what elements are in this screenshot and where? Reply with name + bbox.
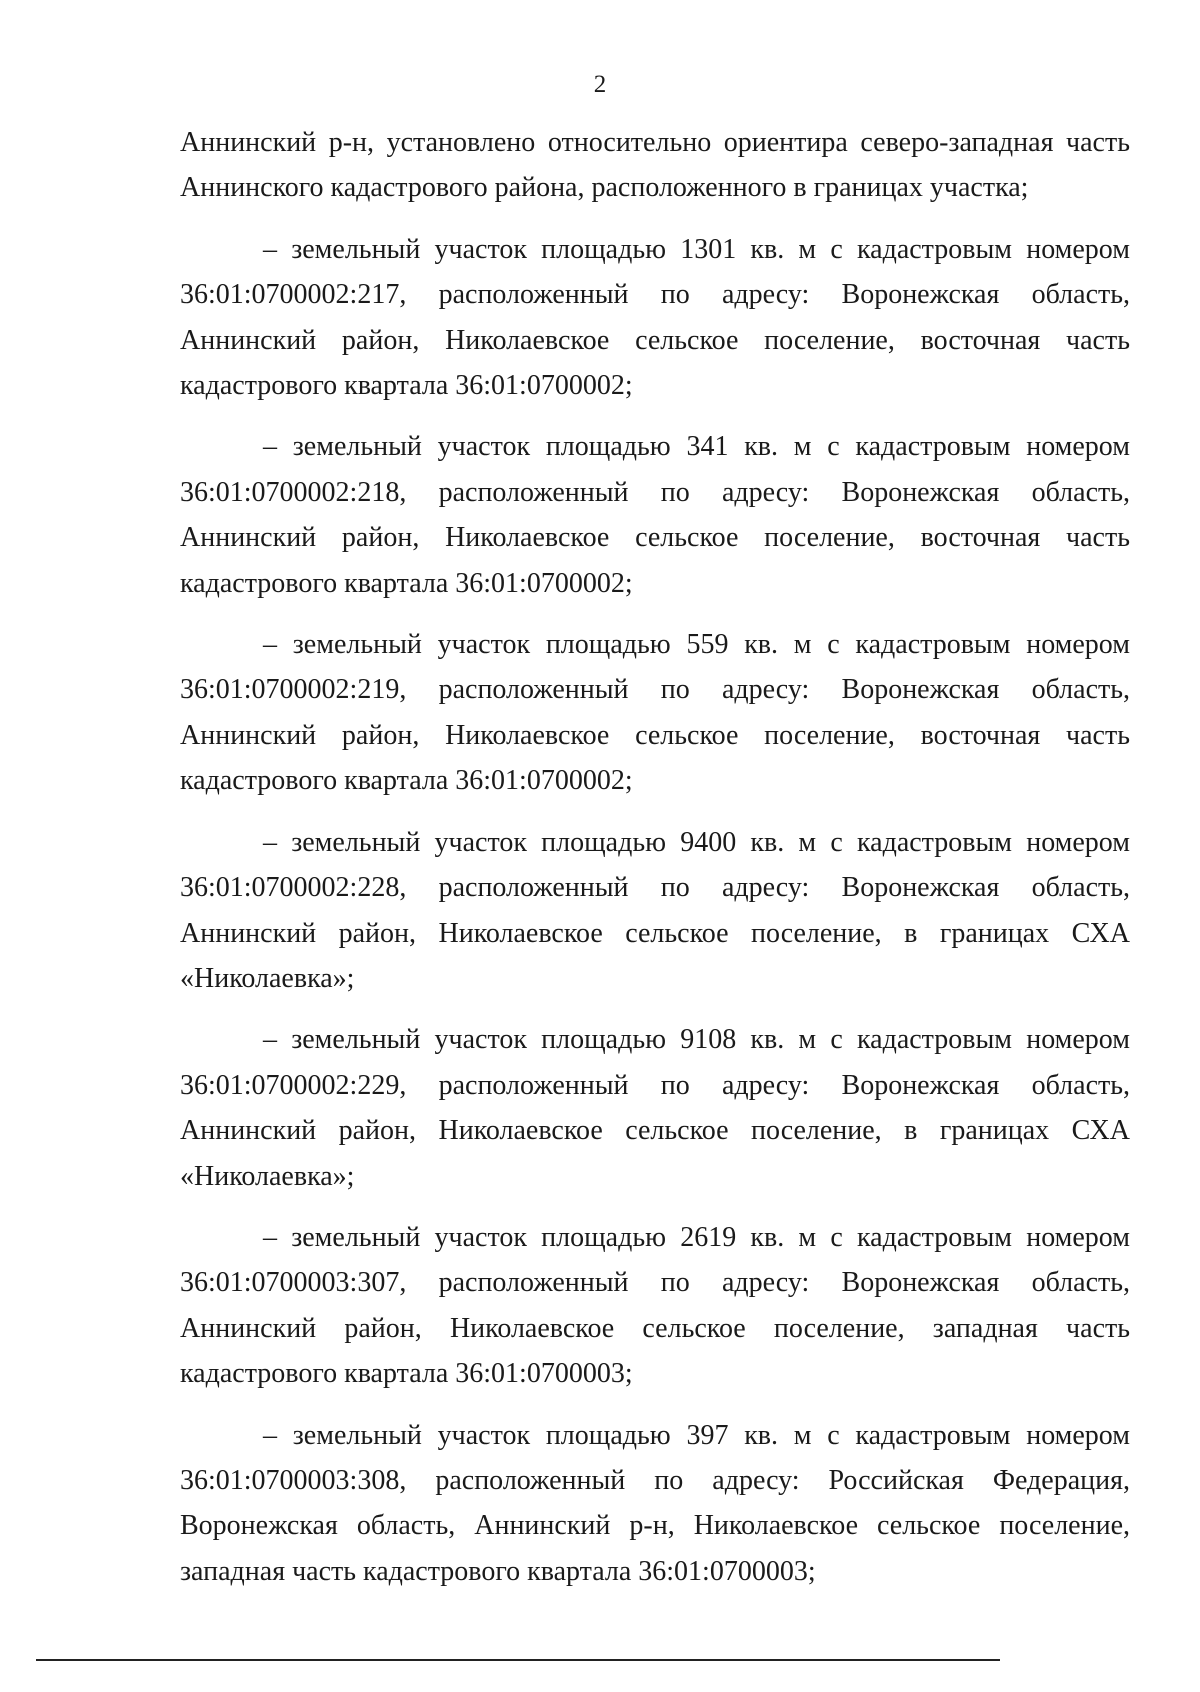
- paragraph-land-plot-229: – земельный участок площадью 9108 кв. м с кадастровым номером 36:01:0700002:229, расположенный по адресу: Воронежская область, Аннинский район, Николаевское сельское поселение, в границах СХА «Николаевка»;: [180, 1024, 1130, 1192]
- paragraph-land-plot-308: – земельный участок площадью 397 кв. м с кадастровым номером 36:01:0700003:308, расположенный по адресу: Российская Федерация, Воронежская область, Аннинский р-н, Николаевское сельское поселение, западная часть кадастрового квартала 36:01:0700003;: [180, 1419, 1130, 1587]
- paragraph-land-plot-219: – земельный участок площадью 559 кв. м с кадастровым номером 36:01:0700002:219, расположенный по адресу: Воронежская область, Аннинский район, Николаевское сельское поселение, восточная часть кадастрового квартала 36:01:0700002;: [180, 629, 1130, 797]
- footer-divider: [36, 1659, 1000, 1661]
- paragraph-land-plot-228: – земельный участок площадью 9400 кв. м с кадастровым номером 36:01:0700002:228, расположенный по адресу: Воронежская область, Аннинский район, Николаевское сельское поселение, в границах СХА «Николаевка»;: [180, 826, 1130, 994]
- paragraph-continuation: Аннинский р-н, установлено относительно ориентира северо-западная часть Аннинского кадастрового района, расположенного в границах участка;: [180, 127, 1130, 204]
- paragraph-land-plot-218: – земельный участок площадью 341 кв. м с кадастровым номером 36:01:0700002:218, расположенный по адресу: Воронежская область, Аннинский район, Николаевское сельское поселение, восточная часть кадастрового квартала 36:01:0700002;: [180, 431, 1130, 599]
- paragraph-land-plot-217: – земельный участок площадью 1301 кв. м с кадастровым номером 36:01:0700002:217, расположенный по адресу: Воронежская область, Аннинский район, Николаевское сельское поселение, восточная часть кадастрового квартала 36:01:0700002;: [180, 233, 1130, 402]
- page-number: 2: [593, 71, 607, 98]
- paragraph-land-plot-307: – земельный участок площадью 2619 кв. м с кадастровым номером 36:01:0700003:307, расположенный по адресу: Воронежская область, Аннинский район, Николаевское сельское поселение, западная часть кадастрового квартала 36:01:0700003;: [180, 1221, 1130, 1390]
- document-body: [180, 120, 1130, 1610]
